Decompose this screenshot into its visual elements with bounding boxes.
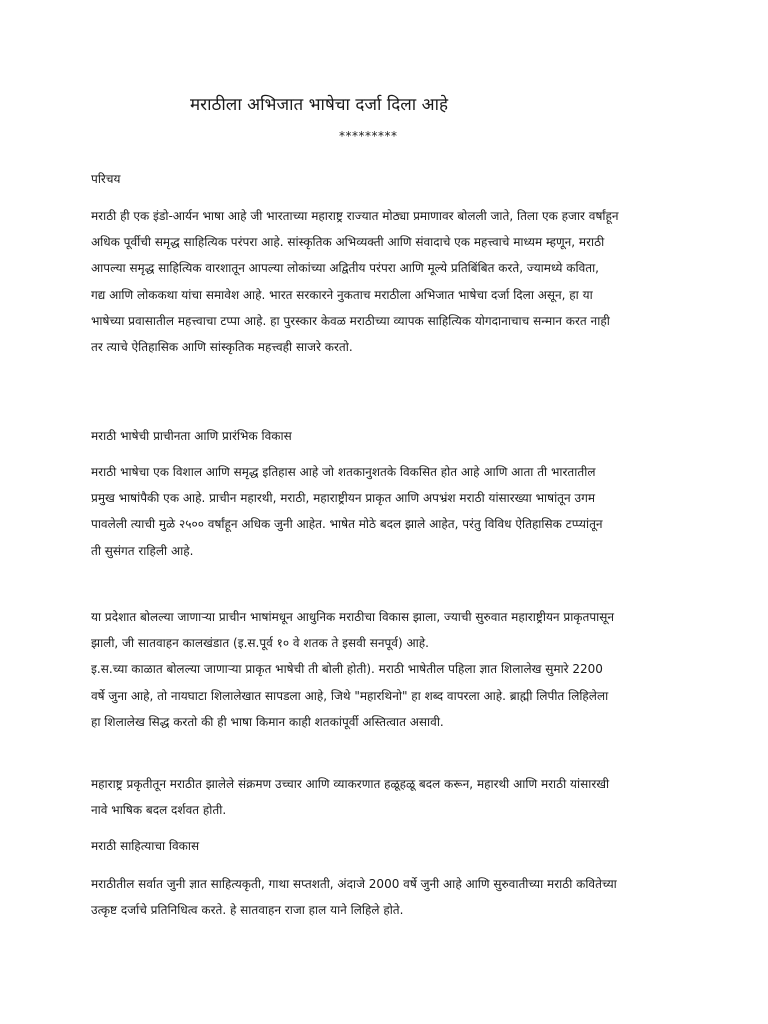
text-line: हा शिलालेख सिद्ध करतो की ही भाषा किमान काही शतकांपूर्वी अस्तित्वात असावी. xyxy=(91,714,444,729)
text-line: प्रमुख भाषांपैकी एक आहे. प्राचीन महारथी, मराठी, महाराष्ट्रीयन प्राकृत आणि अपभ्रंश मराठी यांसारख्या भाषांतून उगम xyxy=(91,491,596,506)
text-line: इ.स.च्या काळात बोलल्या जाणाऱ्या प्राकृत भाषेची ती बोली होती). मराठी भाषेतील पहिला ज्ञात शिलालेख सुमारे 2200 xyxy=(91,662,603,677)
text-line: अधिक पूर्वीची समृद्ध साहित्यिक परंपरा आहे. सांस्कृतिक अभिव्यक्ती आणि संवादाचे एक महत्त्वाचे माध्यम म्हणून, मराठी xyxy=(91,235,605,250)
section-heading-introduction: परिचय xyxy=(91,172,121,186)
paragraph-antiquity-3 xyxy=(91,771,681,823)
paragraph-antiquity-2 xyxy=(91,604,681,735)
text-line: झाली, जी सातवाहन कालखंडात (इ.स.पूर्व १० वे शतक ते इसवी सनपूर्व) आहे. xyxy=(91,636,429,651)
section-heading-literature: मराठी साहित्याचा विकास xyxy=(91,839,200,853)
text-line: पावलेली त्याची मुळे २५०० वर्षांहून अधिक जुनी आहेत. भाषेत मोठे बदल झाले आहेत, परंतु विविध ऐतिहासिक टप्प्यांतून xyxy=(91,517,603,532)
paragraph-literature xyxy=(91,871,681,923)
text-line: मराठी भाषेचा एक विशाल आणि समृद्ध इतिहास आहे जो शतकानुशतके विकसित होत आहे आणि आता ती भारतातील xyxy=(91,465,596,479)
text-line: मराठीतील सर्वात जुनी ज्ञात साहित्यकृती, गाथा सप्तशती, अंदाजे 2000 वर्षे जुनी आहे आणि सुरुवातीच्या मराठी कवितेच्या xyxy=(91,877,617,891)
section-heading-antiquity: मराठी भाषेची प्राचीनता आणि प्रारंभिक विकास xyxy=(91,429,292,443)
paragraph-introduction xyxy=(91,203,681,360)
text-line: या प्रदेशात बोलल्या जाणाऱ्या प्राचीन भाषांमधून आधुनिक मराठीचा विकास झाला, ज्याची सुरुवात महाराष्ट्रीयन प्राकृतपासून xyxy=(91,610,615,624)
text-line: नावे भाषिक बदल दर्शवत होती. xyxy=(91,803,227,818)
paragraph-antiquity-1 xyxy=(91,459,681,564)
text-line: मराठी ही एक इंडो-आर्यन भाषा आहे जी भारताच्या महाराष्ट्र राज्यात मोठ्या प्रमाणावर बोलली जाते, तिला एक हजार वर्षांहून xyxy=(91,209,619,223)
title-separator: ********* xyxy=(339,129,398,143)
text-line: भाषेच्या प्रवासातील महत्त्वाचा टप्पा आहे. हा पुरस्कार केवळ मराठीच्या व्यापक साहित्यिक योगदानाचाच सन्मान करत नाही xyxy=(91,313,610,328)
text-line: वर्षे जुना आहे, तो नायघाटा शिलालेखात सापडला आहे, जिथे "महारथिनो" हा शब्द वापरला आहे. ब्राह्मी लिपीत लिहिलेला xyxy=(91,688,609,703)
text-line: आपल्या समृद्ध साहित्यिक वारशातून आपल्या लोकांच्या अद्वितीय परंपरा आणि मूल्ये प्रतिबिंबित करते, ज्यामध्ये कविता, xyxy=(91,261,599,276)
text-line: तर त्याचे ऐतिहासिक आणि सांस्कृतिक महत्त्वही साजरे करतो. xyxy=(91,340,353,355)
text-line: महाराष्ट्र प्रकृतीतून मराठीत झालेले संक्रमण उच्चार आणि व्याकरणात हळूहळू बदल करून, महारथी आणि मराठी यांसारखी xyxy=(91,777,610,791)
text-line: गद्य आणि लोककथा यांचा समावेश आहे. भारत सरकारने नुकताच मराठीला अभिजात भाषेचा दर्जा दिला असून, हा या xyxy=(91,287,593,302)
text-line: उत्कृष्ट दर्जाचे प्रतिनिधित्व करते. हे सातवाहन राजा हाल याने लिहिले होते. xyxy=(91,903,404,918)
text-line: ती सुसंगत राहिली आहे. xyxy=(91,543,194,558)
document-title: मराठीला अभिजात भाषेचा दर्जा दिला आहे xyxy=(190,95,448,115)
